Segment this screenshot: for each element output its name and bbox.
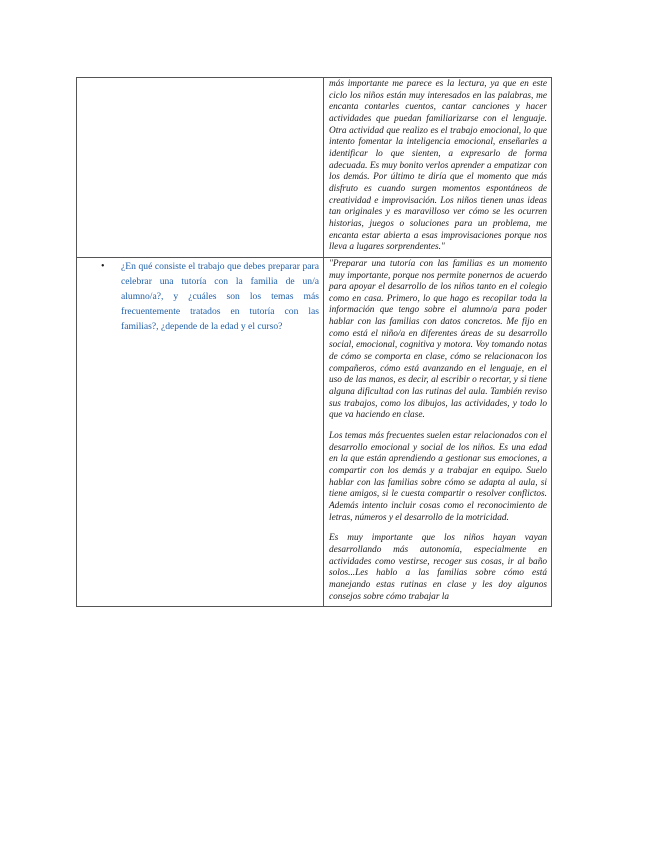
answer-text [324, 258, 551, 606]
question-cell [77, 257, 324, 606]
answer-paragraph: más importante me parece es la lectura, ya que en este ciclo los niños están muy interesados en las palabras, me encanta contarles cuentos, cantar canciones y hacer actividades que puedan familiarizarse con el lenguaje. Otra actividad que realizo es el trabajo emocional, lo que intento fomentar la inteligencia emocional, enseñarles a identificar lo que sienten, a expresarlo de forma adecuada. Es muy bonito verlos aprender a empatizar con los demás. Por último te diría que el momento que más disfruto es cuando surgen momentos espontáneos de creatividad e improvisación. Los niños tienen unas ideas tan originales y es maravilloso ver cómo se les ocurren historias, juegos o soluciones para un problema, me encanta estar abierta a esas improvisaciones porque nos lleva a lugares sorprendentes." [329, 79, 547, 253]
answer-text [324, 78, 551, 257]
question-cell-empty [77, 78, 324, 258]
answer-paragraph-1: "Preparar una tutoría con las familias es un momento muy importante, porque nos permite ponernos de acuerdo para apoyar el desarrollo de los niños tanto en el colegio como en casa. Primero, lo que hago es recopilar toda la información que tengo sobre el alumno/a para poder hablar con las familias con datos concretos. Me fijo en como está el niño/a en diferentes áreas de su desarrollo social, emocional, cognitiva y motora. Voy tomando notas de cómo se comporta en clase, cómo se relacionacon los compañeros, cómo está avanzando en el lenguaje, en el uso de las manos, es decir, al escribir o recortar, y si tiene alguna dificultad con las rutinas del aula. También reviso sus trabajos, como los dibujos, las actividades, y todo lo que va haciendo en clase. [329, 258, 547, 421]
answer-paragraph-3: Es muy importante que los niños hayan vayan desarrollando más autonomía, especialmente en actividades como vestirse, recoger sus cosas, ir al baño solos...Les hablo a las familias sobre cómo está manejando estas rutinas en clase y les doy algunos consejos sobre cómo trabajar la [329, 533, 547, 602]
answer-cell [324, 78, 552, 258]
bullet-icon: • [101, 260, 105, 272]
table-row [77, 78, 552, 258]
question-text: ¿En qué consiste el trabajo que debes preparar para celebrar una tutoría con la familia de un/a alumno/a?, y ¿cuáles son los temas más frecuentemente tratados en tutoría con las familias?, ¿depende de la edad y el curso? [121, 260, 319, 333]
question-item [77, 258, 323, 334]
table-row [77, 257, 552, 606]
answer-cell [324, 257, 552, 606]
interview-table [76, 77, 552, 607]
answer-paragraph-2: Los temas más frecuentes suelen estar relacionados con el desarrollo emocional y social de los niños. Es una edad en la que están aprendiendo a gestionar sus emociones, a compartir con los demás y a trabajar en equipo. Suelo hablar con las familias sobre cómo se adapta al aula, si tiene amigos, si le cuesta compartir o resolver conflictos. Además intento incluir cosas como el reconocimiento de letras, números y el desarrollo de la motricidad. [329, 431, 547, 523]
